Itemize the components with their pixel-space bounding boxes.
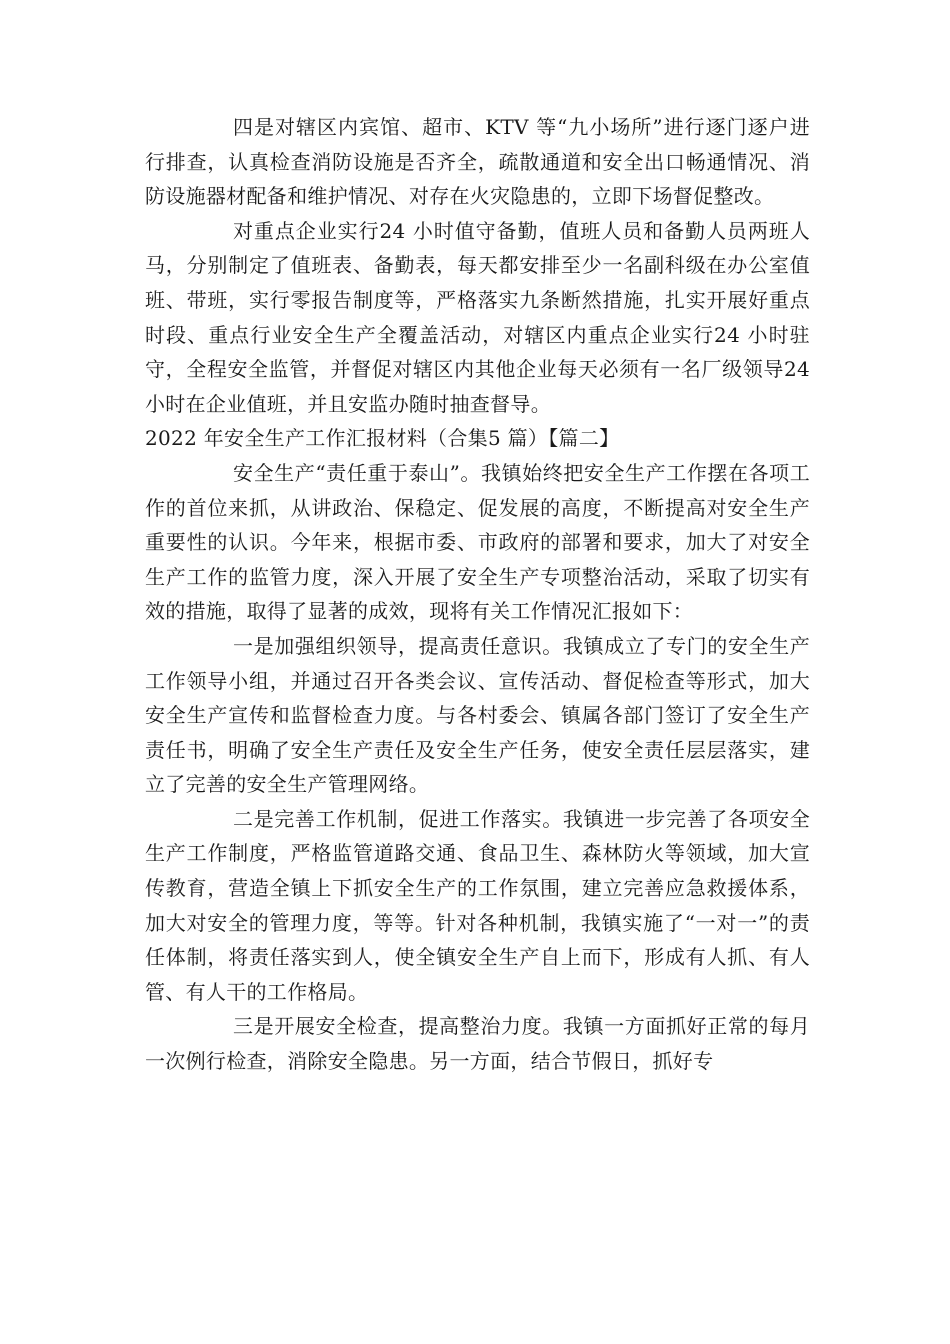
document-page [145,110,810,1079]
paragraph-nine-small-venues: 四是对辖区内宾馆、超市、KTV 等“九小场所”进行逐门逐户进行排查，认真检查消防设施是否齐全，疏散通道和安全出口畅通情况、消防设施器材配备和维护情况、对存在火灾隐患的，立即下场督促整改。 [145,115,810,209]
paragraph-intro: 安全生产“责任重于泰山”。我镇始终把安全生产工作摆在各项工作的首位来抓，从讲政治、保稳定、促发展的高度，不断提高对安全生产重要性的认识。今年来，根据市委、市政府的部署和要求，加大了对安全生产工作的监管力度，深入开展了安全生产专项整治活动，采取了切实有效的措施，取得了显著的成效，现将有关工作情况汇报如下： [145,460,810,624]
paragraph-24-hour-duty: 对重点企业实行24 小时值守备勤，值班人员和备勤人员两班人马，分别制定了值班表、备勤表，每天都安排至少一名副科级在办公室值班、带班，实行零报告制度等，严格落实九条断然措施，扎实开展好重点时段、重点行业安全生产全覆盖活动，对辖区内重点企业实行24 小时驻守，全程安全监管，并督促对辖区内其他企业每天必须有一名厂级领导24 小时在企业值班，并且安监办随时抽查督导。 [145,218,810,416]
paragraph-work-mechanism: 二是完善工作机制，促进工作落实。我镇进一步完善了各项安全生产工作制度，严格监管道路交通、食品卫生、森林防火等领域，加大宣传教育，营造全镇上下抓安全生产的工作氛围，建立完善应急救援体系，加大对安全的管理力度，等等。针对各种机制，我镇实施了“一对一”的责任体制，将责任落实到人，使全镇安全生产自上而下，形成有人抓、有人管、有人干的工作格局。 [145,806,810,1004]
section-heading: 2022 年安全生产工作汇报材料（合集5 篇）【篇二】 [145,426,620,451]
paragraph-safety-inspection: 三是开展安全检查，提高整治力度。我镇一方面抓好正常的每月一次例行检查，消除安全隐患。另一方面，结合节假日，抓好专 [145,1014,810,1074]
paragraph-organization-leadership: 一是加强组织领导，提高责任意识。我镇成立了专门的安全生产工作领导小组，并通过召开各类会议、宣传活动、督促检查等形式，加大安全生产宣传和监督检查力度。与各村委会、镇属各部门签订了安全生产责任书，明确了安全生产责任及安全生产任务，使安全责任层层落实，建立了完善的安全生产管理网络。 [145,633,810,797]
